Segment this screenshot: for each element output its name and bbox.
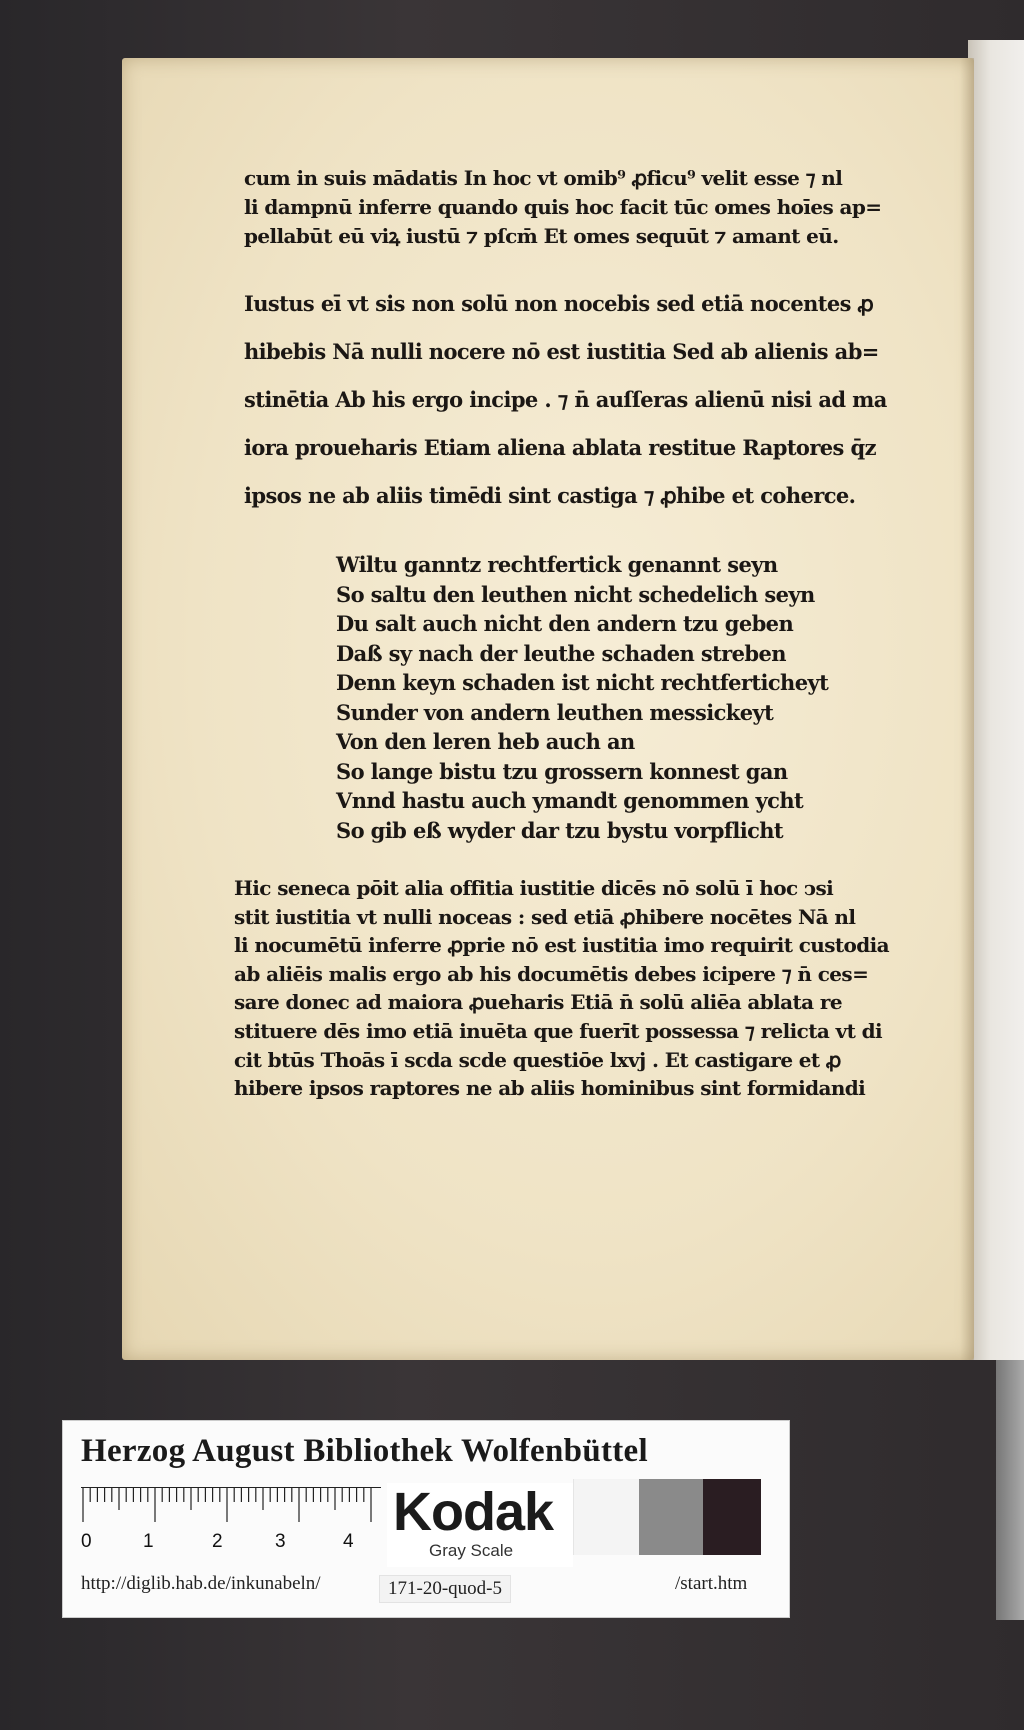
paragraph-2 — [244, 280, 887, 520]
text-line: li dampnū inferre quando quis hoc facit tūc omes hoīes ap= — [244, 195, 882, 219]
verse-line: Wiltu ganntz rechtfertick genannt seyn — [336, 552, 778, 577]
next-page-edge-lower — [996, 1360, 1024, 1620]
ruler-number: 1 — [143, 1531, 154, 1552]
verse-line: Daß sy nach der leuthe schaden streben — [336, 640, 786, 666]
library-title: Herzog August Bibliothek Wolfenbüttel — [81, 1433, 648, 1469]
verse-line: So lange bistu tzu grossern konnest gan — [336, 758, 788, 784]
verse-line: So saltu den leuthen nicht schedelich seyn — [336, 581, 815, 607]
url-suffix: /start.htm — [675, 1573, 748, 1594]
text-line: sare donec ad maiora ꝓueharis Etiā n̄ solū aliēa ablata re — [234, 990, 842, 1015]
kodak-label — [387, 1483, 573, 1567]
text-line: hibere ipsos raptores ne ab aliis hominibus sint formidandi — [234, 1076, 866, 1101]
gray-swatch — [639, 1479, 703, 1555]
verse-line: Vnnd hastu auch ymandt genommen ycht — [336, 788, 804, 813]
ruler-number: 0 — [81, 1531, 92, 1552]
next-page-edge — [968, 40, 1024, 1360]
verse-line: Du salt auch nicht den andern tzu geben — [336, 611, 794, 636]
text-line: li nocumētū inferre ꝓprie nō est iustitia imo requirit custodia — [234, 933, 890, 958]
text-line: cum in suis mādatis In hoc vt omib⁹ ꝓficu⁹ velit esse ⁊ nl — [244, 166, 843, 190]
text-line: ab aliēis malis ergo ab his documētis debes icipere ⁊ n̄ ces= — [234, 961, 869, 986]
gray-scale-label: Gray Scale — [429, 1541, 514, 1560]
text-line: stinētia Ab his ergo incipe . ⁊ n̄ auſſeras alienū nisi ad ma — [244, 387, 887, 412]
library-color-card — [62, 1420, 790, 1618]
german-verse — [336, 550, 828, 845]
ruler-number: 4 — [343, 1531, 354, 1552]
digital-library-url: http://diglib.hab.de/inkunabeln/ — [81, 1573, 321, 1594]
text-line: stituere dēs imo etiā inuēta que fuerīt possessa ⁊ relicta vt di — [234, 1018, 882, 1043]
text-line: hibebis Nā nulli nocere nō est iustitia Sed ab alienis ab= — [244, 339, 879, 364]
text-line: pellabūt eū viꝝ iustū ⁊ pſcm̄ Et omes sequūt ⁊ amant eū. — [244, 224, 839, 248]
page-fold-shadow — [960, 58, 974, 1360]
kodak-logo-text: Kodak — [393, 1482, 554, 1542]
text-line: stit iustitia vt nulli noceas : sed etiā ꝓhibere nocētes Nā nl — [234, 904, 856, 929]
text-line: Iustus eī vt sis non solū non nocebis sed etiā nocentes ꝓ — [244, 291, 874, 316]
text-line: cit btūs Thoās ī scda scde questiōe lxvj . Et castigare et ꝓ — [234, 1047, 841, 1072]
verse-line: So gib eß wyder dar tzu bystu vorpflicht — [336, 817, 784, 843]
ruler-number: 3 — [275, 1531, 286, 1552]
scale-ruler — [81, 1487, 383, 1557]
white-swatch — [573, 1479, 640, 1555]
commentary-paragraph — [234, 874, 889, 1103]
verse-line: Von den leren heb auch an — [336, 729, 635, 754]
verse-line: Sunder von andern leuthen messickeyt — [336, 699, 774, 725]
text-line: iora proueharis Etiam aliena ablata restitue Raptores q̄z — [244, 435, 876, 460]
text-line: ipsos ne ab aliis timēdi sint castiga ⁊ ꝓhibe et coherce. — [244, 483, 856, 508]
text-line: Hic seneca pōit alia offitia iustitie dicēs nō solū ī hoc ↄsi — [234, 876, 834, 900]
shelfmark-id: 171-20-quod-5 — [379, 1575, 511, 1603]
paragraph-1 — [244, 164, 881, 251]
verse-line: Denn keyn schaden ist nicht rechtferticheyt — [336, 670, 829, 695]
ruler-number: 2 — [212, 1531, 223, 1552]
ruler-ticks — [81, 1487, 383, 1531]
black-swatch — [703, 1479, 761, 1555]
